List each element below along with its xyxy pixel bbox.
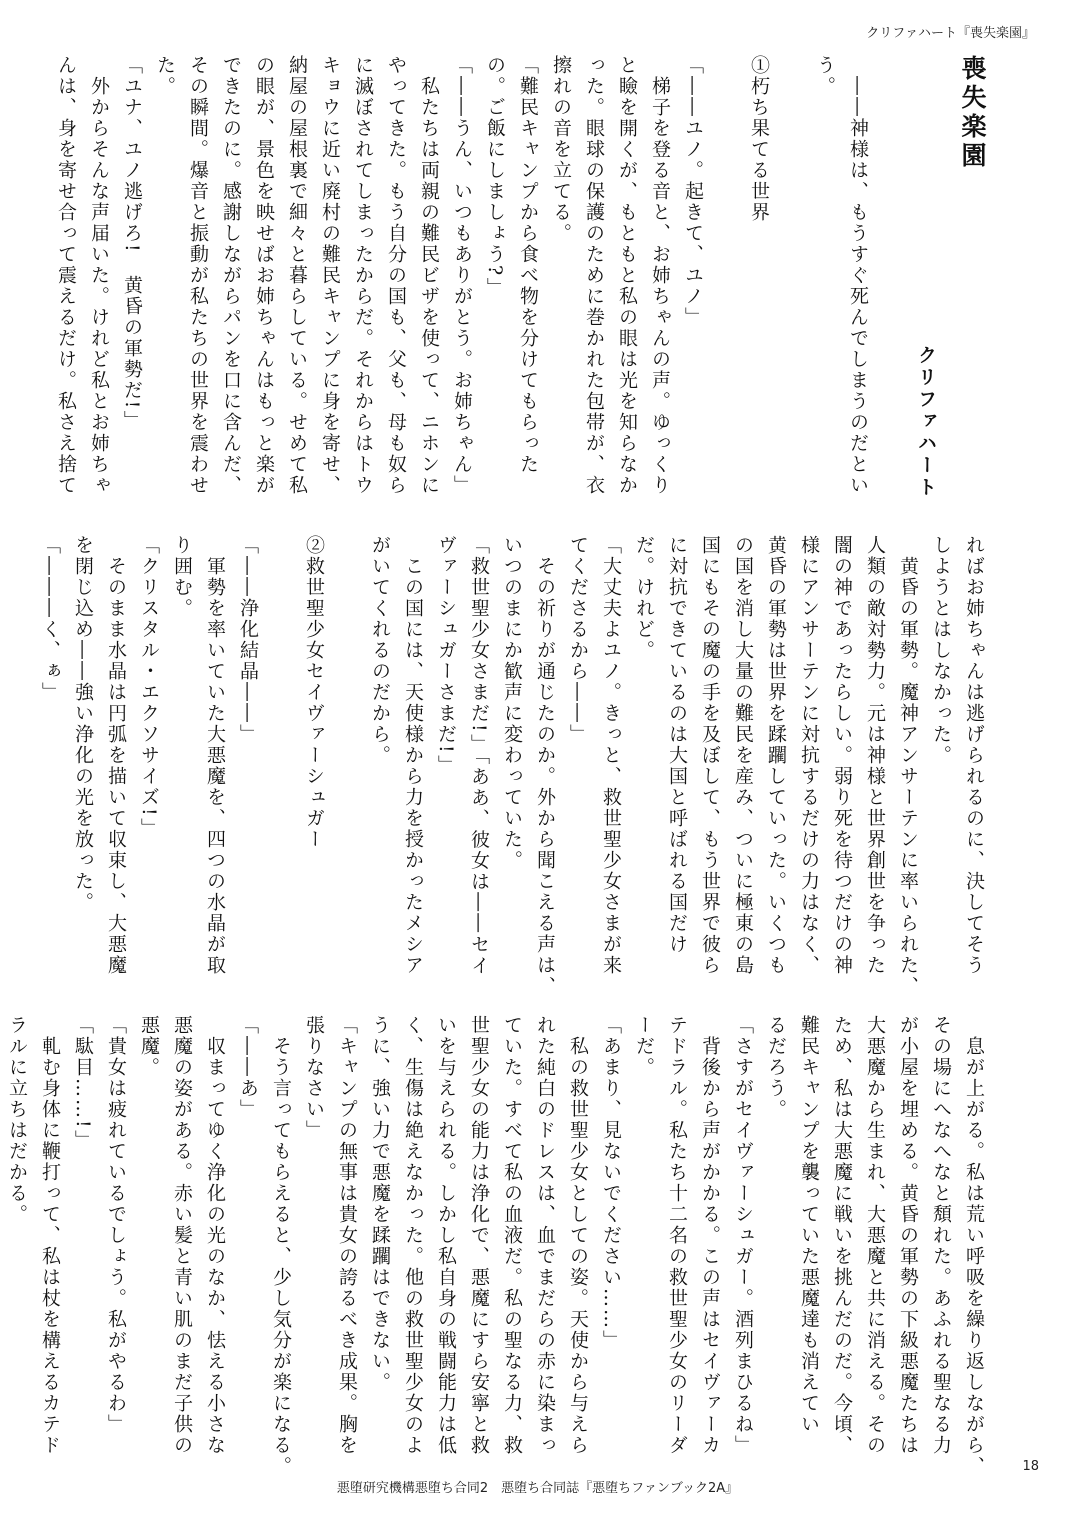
text-column: 擦れの音を立てる。 xyxy=(550,55,572,244)
text-column: ラルに立ちはだかる。 xyxy=(6,1015,28,1225)
text-column: うに、強い力で悪魔を蹂躙はできない。 xyxy=(369,1015,391,1393)
text-column: 闇の神であったらしい。弱り死を待つだけの神 xyxy=(831,535,853,976)
text-column: 外からそんな声届いた。けれど私とお姉ちゃ xyxy=(88,55,110,496)
text-column: この国には、天使様から力を授かったメシア xyxy=(402,535,424,976)
text-column: 背後から声がかかる。この声はセイヴァーカ xyxy=(699,1015,721,1456)
text-column: に対抗できているのは大国と呼ばれる国だけ xyxy=(666,535,688,955)
text-column: が小屋を埋める。黄昏の軍勢の下級悪魔たちは xyxy=(897,1015,919,1456)
story-author: クリファハート xyxy=(915,345,937,499)
text-column: てくださるから――」 xyxy=(567,535,589,745)
text-column: 収まってゆく浄化の光のなか、怯える小さな xyxy=(204,1015,226,1456)
text-column: 悪魔の姿がある。赤い髪と青い肌のまだ子供の xyxy=(171,1015,193,1456)
text-column: 「救世聖少女さまだ!」「ああ、彼女は――セイ xyxy=(468,535,490,977)
text-tier-3 xyxy=(6,1015,990,1477)
text-tier-2 xyxy=(39,535,990,997)
text-column: れた純白のドレスは、血でまだらの赤に染まっ xyxy=(534,1015,556,1456)
text-column: 大悪魔から生まれ、大悪魔と共に消える。その xyxy=(864,1015,886,1456)
text-column: に滅ぼされてしまったからだ。それからはトウ xyxy=(352,55,374,496)
text-column: ていた。すべて私の血液だ。私の聖なる力、救 xyxy=(501,1015,523,1456)
text-column: 「――あ」 xyxy=(237,1015,259,1120)
text-column: その祈りが通じたのか。外から聞こえる声は、 xyxy=(534,535,556,997)
text-column: 張りなさい」 xyxy=(303,1015,325,1141)
text-column: 「クリスタル・エクソサイズ!」 xyxy=(138,535,160,839)
text-column: た。 xyxy=(154,55,176,97)
text-column: 「―――く、ぁ」 xyxy=(39,535,61,703)
text-column: 軍勢を率いていた大悪魔を、四つの水晶が取 xyxy=(204,535,226,976)
text-column: やってきた。もう自分の国も、父も、母も奴ら xyxy=(385,55,407,496)
text-column: の眼が、景色を映せばお姉ちゃんはもっと楽が xyxy=(253,55,275,496)
text-column: 黄昏の軍勢。魔神アンサーテンに率いられた、 xyxy=(897,535,919,997)
text-tier-1 xyxy=(55,55,990,515)
running-title: クリファハート『喪失楽園』 xyxy=(866,26,1035,41)
text-column: ーだ。 xyxy=(633,1015,655,1078)
text-column: 「大丈夫よユノ。きっと、救世聖少女さまが来 xyxy=(600,535,622,976)
text-column: 人類の敵対勢力。元は神様と世界創世を争った xyxy=(864,535,886,976)
text-column: の。ご飯にしましょう?」 xyxy=(484,55,506,299)
story-title: 喪失楽園 xyxy=(958,55,987,171)
text-column: 「――ユノ。起きて、ユノ」 xyxy=(682,55,704,328)
text-column: 息が上がる。私は荒い呼吸を繰り返しながら、 xyxy=(963,1015,985,1477)
text-column: いつのまにか歓声に変わっていた。 xyxy=(501,535,523,871)
text-column: ①朽ち果てる世界 xyxy=(748,55,770,223)
text-column: 私の救世聖少女としての姿。天使から与えら xyxy=(567,1015,589,1456)
text-column xyxy=(264,535,297,995)
text-column: だ。けれど。 xyxy=(633,535,655,661)
text-column xyxy=(775,55,808,515)
text-column: 梯子を登る音と、お姉ちゃんの声。ゆっくり xyxy=(649,55,671,496)
text-column: 悪魔。 xyxy=(138,1015,160,1078)
text-column: ればお姉ちゃんは逃げられるのに、決してそう xyxy=(963,535,985,976)
text-column: できたのに。感謝しながらパンを口に含んだ、 xyxy=(220,55,242,496)
text-column: の国を消し大量の難民を産み、ついに極東の島 xyxy=(732,535,754,976)
text-column: う。 xyxy=(814,55,836,97)
text-column: その場にへなへなと頽れた。あふれる聖なる力 xyxy=(930,1015,952,1456)
text-column: く、生傷は絶えなかった。他の救世聖少女のよ xyxy=(402,1015,424,1456)
text-column xyxy=(330,535,363,995)
text-column: った。眼球の保護のために巻かれた包帯が、衣 xyxy=(583,55,605,496)
text-column: ――神様は、もうすぐ死んでしまうのだとい xyxy=(847,55,869,496)
text-column: 難民キャンプを襲っていた悪魔達も消えてい xyxy=(798,1015,820,1435)
text-column: ため、私は大悪魔に戦いを挑んだのだ。今頃、 xyxy=(831,1015,853,1456)
page-number: 18 xyxy=(1022,1459,1039,1474)
text-column: 「貴女は疲れているでしょう。私がやるわ」 xyxy=(105,1015,127,1435)
text-column: いを与えられる。しかし私自身の戦闘能力は低 xyxy=(435,1015,457,1456)
text-column: を閉じ込め――強い浄化の光を放った。 xyxy=(72,535,94,913)
text-column: り囲む。 xyxy=(171,535,193,619)
text-column: ヴァーシュガーさまだ!」 xyxy=(435,535,457,776)
text-column: 納屋の屋根裏で細々と暮らしている。せめて私 xyxy=(286,55,308,496)
text-column xyxy=(709,55,742,515)
text-column: んは、身を寄せ合って震えるだけ。私さえ捨て xyxy=(55,55,77,496)
text-column: ②救世聖少女セイヴァーシュガー xyxy=(303,535,325,850)
text-column: 「難民キャンプから食べ物を分けてもらった xyxy=(517,55,539,475)
text-column: テドラル。私たち十二名の救世聖少女のリーダ xyxy=(666,1015,688,1456)
text-column: 「――浄化結晶――」 xyxy=(237,535,259,745)
text-column: るだろう。 xyxy=(765,1015,787,1120)
text-column: そのまま水晶は円弧を描いて収束し、大悪魔 xyxy=(105,535,127,976)
text-column: 「ユナ、ユノ逃げろ! 黄昏の軍勢だ!」 xyxy=(121,55,143,432)
text-column: しようとはしなかった。 xyxy=(930,535,952,766)
text-column: 「駄目……!」 xyxy=(72,1015,94,1151)
text-column: 世聖少女の能力は浄化で、悪魔にすら安寧と救 xyxy=(468,1015,490,1456)
text-column: その瞬間。爆音と振動が私たちの世界を震わせ xyxy=(187,55,209,496)
publication-footer: 悪堕研究機構悪堕ち合同2 悪堕ち合同誌『悪堕ちファンブック2A』 xyxy=(336,1481,739,1496)
text-column: がいてくれるのだから。 xyxy=(369,535,391,766)
text-column: キョウに近い廃村の難民キャンプに身を寄せ、 xyxy=(319,55,341,496)
text-column: 私たちは両親の難民ビザを使って、ニホンに xyxy=(418,55,440,496)
text-column xyxy=(874,55,907,515)
text-column: 「さすがセイヴァーシュガー。酒列まひるね」 xyxy=(732,1015,754,1456)
text-column: 軋む身体に鞭打って、私は杖を構えるカテド xyxy=(39,1015,61,1456)
text-column: 国にもその魔の手を及ぼして、もう世界で彼ら xyxy=(699,535,721,976)
text-column: 「あまり、見ないでください……」 xyxy=(600,1015,622,1351)
text-column: 黄昏の軍勢は世界を蹂躙していった。いくつも xyxy=(765,535,787,976)
text-column: 様にアンサーテンに対抗するだけの力はなく、 xyxy=(798,535,820,976)
text-column: 「キャンプの無事は貴女の誇るべき成果。胸を xyxy=(336,1015,358,1456)
text-column: そう言ってもらえると、少し気分が楽になる。 xyxy=(270,1015,292,1477)
text-column: と瞼を開くが、もともと私の眼は光を知らなか xyxy=(616,55,638,496)
text-column: 「――うん、いつもありがとう。お姉ちゃん」 xyxy=(451,55,473,496)
